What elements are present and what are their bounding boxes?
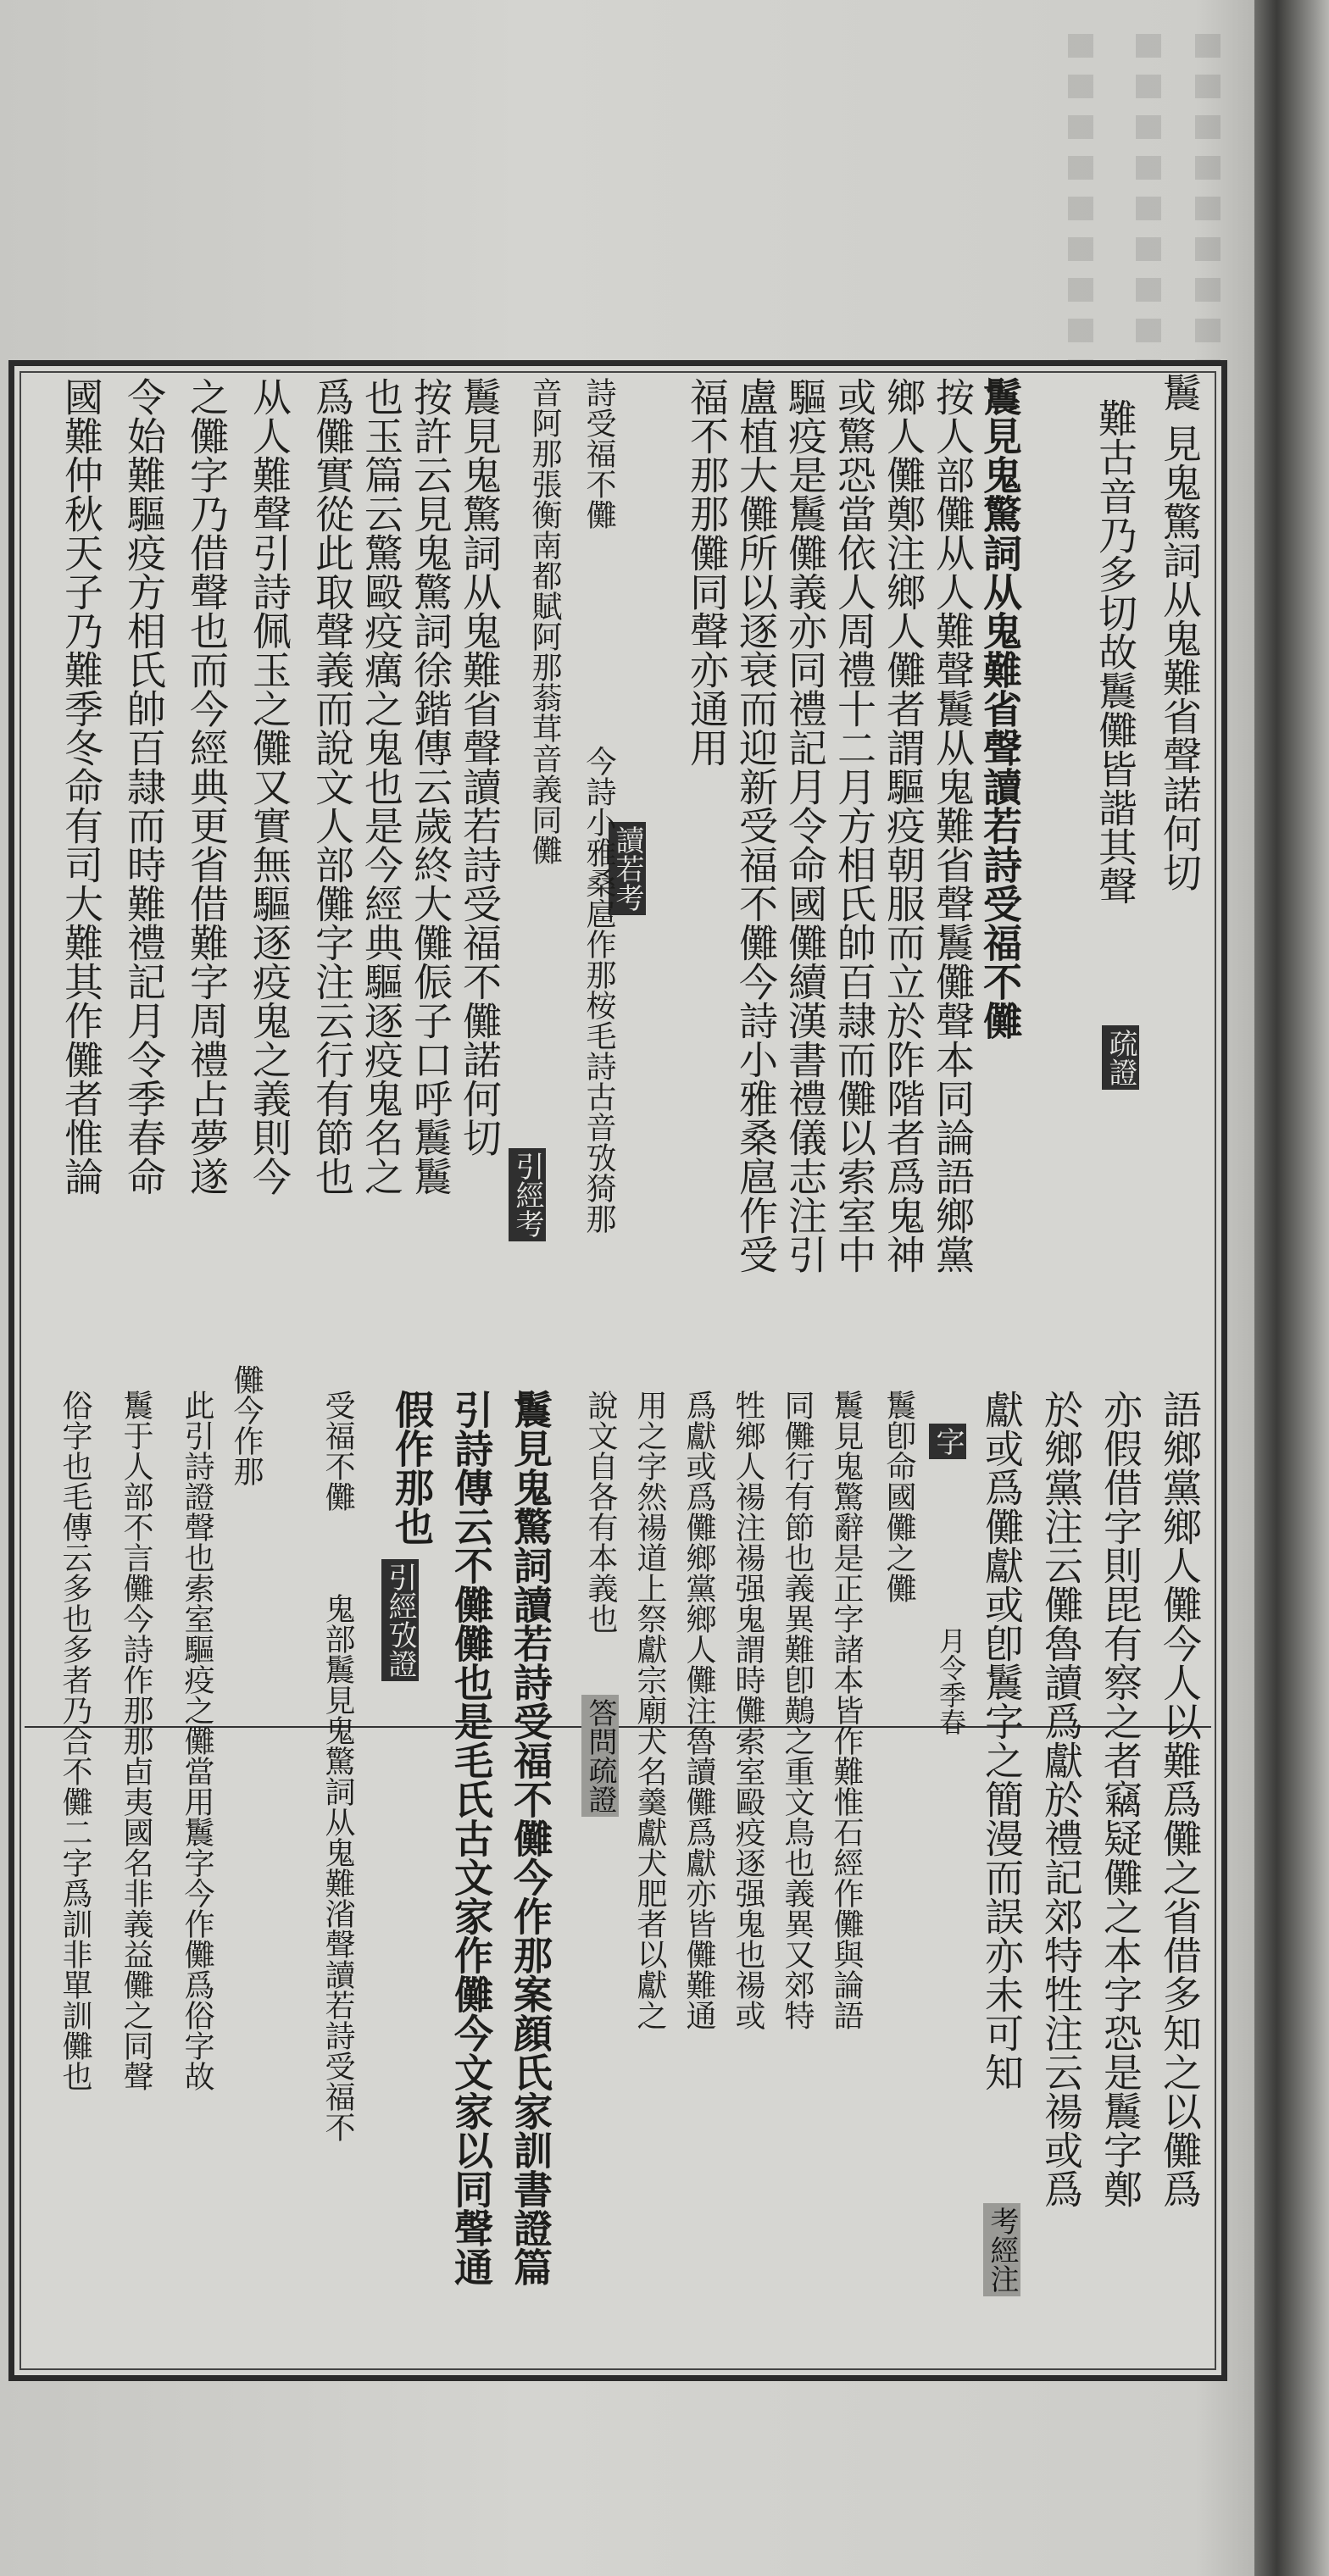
lower-col-18: 俗字也毛傳云多也多者乃合不儺二字爲訓非單訓儺也 <box>58 1390 92 2091</box>
lower-col-2: 於鄉黨注云儺魯讀爲獻於禮記郊特牲注云禓或爲 <box>1038 1390 1084 2208</box>
badge-zi: 字 <box>929 1424 966 1459</box>
upper-col-4: 鄉人儺鄭注鄉人儺者謂驅疫朝服而立於阼階者爲鬼神 <box>881 377 926 1274</box>
upper-col-9a: 詩受福不儺 <box>581 377 616 530</box>
badge-shuzheng: 疏證 <box>1102 1025 1139 1090</box>
lower-col-0: 語鄉黨鄉人儺今人以難爲儺之省借多知之以儺爲 <box>1157 1390 1203 2208</box>
lower-col-1: 亦假借字則毘有察之者竊疑儺之本字恐是鬞字鄭 <box>1098 1390 1143 2208</box>
lower-col-12: 引詩傳云不儺儺也是毛氏古文家作儺今文家以同聲通 <box>448 1390 494 2286</box>
upper-col-14: 爲儺實從此取聲義而說文人部儺字注云行有節也 <box>309 377 355 1196</box>
lower-col-9: 用之字然禓道上祭獻宗廟犬名羹獻犬肥者以獻之 <box>632 1390 667 2030</box>
badge-yinjingkao: 引經考 <box>509 1148 546 1241</box>
upper-col-3: 按人部儺从人難聲鬞从鬼難省聲鬞儺聲本同論語鄉黨 <box>930 377 976 1274</box>
lower-col-3: 獻或爲儺獻或卽鬞字之簡漫而誤亦未可知 <box>979 1390 1025 2091</box>
upper-col-13: 也玉篇云驚毆疫癘之鬼也是今經典驅逐疫鬼名之 <box>359 377 404 1196</box>
lower-col-11: 鬞見鬼驚詞讀若詩受福不儺今作那案顔氏家訓書證篇 <box>508 1390 553 2286</box>
upper-col-6: 驅疫是鬞儺義亦同禮記月令命國儺續漢書禮儀志注引 <box>782 377 828 1274</box>
lower-col-13: 假作那也 <box>389 1390 435 1546</box>
upper-col-2: 鬞見鬼驚詞从鬼難省聲讀若詩受福不儺 <box>977 377 1023 1040</box>
lower-col-17: 鬞于人部不言儺今詩作那那卣夷國名非義益儺之同聲 <box>119 1390 153 2091</box>
lower-col-14b: 鬼部鬞見鬼驚詞从鬼難渻聲讀若詩受福不 <box>320 1593 355 2142</box>
upper-col-11: 鬞見鬼驚詞从鬼難省聲讀若詩受福不儺諾何切 <box>457 377 503 1157</box>
upper-col-10: 音阿那張衡南都賦阿那蓊茸音義同儺 <box>527 377 562 865</box>
upper-col-7: 盧植大儺所以逐衰而迎新受福不儺今詩小雅桑扈作受 <box>733 377 779 1274</box>
lower-col-10: 說文自各有本義也 <box>583 1390 618 1634</box>
upper-col-head: 鬞 <box>1157 373 1203 412</box>
lower-col-14a: 受福不儺 <box>320 1390 355 1512</box>
upper-col-17: 令始難驅疫方相氏帥百隷而時難禮記月令季春命 <box>121 377 167 1196</box>
badge-kaojingzhu: 考經注 <box>983 2203 1020 2296</box>
badge-dawenshuzheng: 答問疏證 <box>581 1695 619 1817</box>
lower-col-4: 鬞卽命國儺之儺 <box>881 1390 916 1603</box>
upper-col-15: 从人難聲引詩佩玉之儺又實無驅逐疫鬼之義則今 <box>247 377 292 1196</box>
upper-col-0: 見鬼驚詞从鬼難省聲諾何切 <box>1157 424 1203 891</box>
badge-yinjingkaozheng: 引經攷證 <box>381 1559 419 1681</box>
lower-col-7: 牲鄉人禓注禓强鬼謂時儺索室毆疫逐强鬼也禓或 <box>731 1390 765 2030</box>
lower-col-4-note: 月令季春 <box>935 1627 967 1735</box>
lower-col-6: 同儺行有節也義異難卽鷬之重文鳥也義異又郊特 <box>780 1390 815 2030</box>
upper-col-18: 國難仲秋天子乃難季冬命有司大難其作儺者惟論 <box>58 377 104 1196</box>
lower-col-15: 儺今作那 <box>229 1364 264 1486</box>
upper-col-12: 按許云見鬼驚詞徐鍇傳云歲終大儺侲子口呼鬞鬞 <box>408 377 453 1196</box>
upper-col-1: 難古音乃多切故鬞儺皆諧其聲 <box>1093 398 1138 905</box>
lower-col-5: 鬞見鬼驚辭是正字諸本皆作難惟石經作儺與論語 <box>829 1390 864 2030</box>
upper-col-8: 福不那那儺同聲亦通用 <box>684 377 730 767</box>
lower-col-8: 爲獻或爲儺鄉黨鄉人儺注魯讀儺爲獻亦皆儺難通 <box>681 1390 716 2030</box>
lower-col-16: 此引詩證聲也索室驅疫之儺當用鬞字今作儺爲俗字故 <box>180 1390 214 2091</box>
upper-col-9b: 今詩小雅桑扈作那桉毛詩古音攷猗那 <box>581 746 616 1234</box>
book-edge <box>1254 0 1329 2576</box>
upper-col-5: 或驚恐當依人周禮十二月方相氏帥百隷而儺以索室中 <box>831 377 877 1274</box>
badge-duruokao: 讀若考 <box>609 822 646 915</box>
upper-col-16: 之儺字乃借聲也而今經典更省借難字周禮占夢遂 <box>184 377 230 1196</box>
